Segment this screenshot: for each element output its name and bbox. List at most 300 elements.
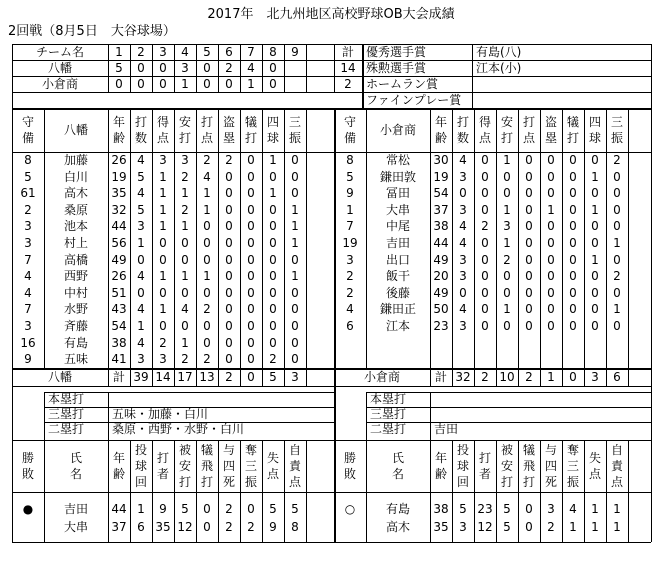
away-pitch-stat: 2 bbox=[547, 519, 555, 534]
away-player-stat: 0 bbox=[569, 186, 577, 201]
away-pitch-header bbox=[584, 444, 606, 488]
away-player-stat: 0 bbox=[547, 169, 555, 184]
inning-runs: 0 bbox=[203, 77, 211, 91]
away-player-stat: 4 bbox=[459, 236, 467, 250]
home-player-stat: 38 bbox=[111, 335, 127, 350]
away-player-stat: 37 bbox=[433, 202, 449, 217]
header-char: 打 bbox=[522, 474, 535, 488]
away-player-stat: 9 bbox=[346, 186, 354, 201]
header-char: 数 bbox=[456, 131, 469, 145]
header-char: 点 bbox=[200, 131, 213, 145]
header-char: 与 bbox=[544, 443, 557, 457]
away-player-stat: 2 bbox=[481, 219, 489, 234]
home-stat-header bbox=[196, 112, 218, 148]
header-char: 飛 bbox=[200, 458, 213, 473]
away-pitch-stat: 38 bbox=[433, 501, 449, 516]
inning-runs: 3 bbox=[181, 61, 189, 75]
away-pitch-header bbox=[496, 444, 518, 488]
away-pitch-header bbox=[540, 444, 562, 488]
away-player-stat: 38 bbox=[433, 219, 449, 234]
grid-line bbox=[651, 108, 652, 368]
away-player-stat: 19 bbox=[433, 169, 449, 184]
home-totals-stat: 3 bbox=[291, 369, 299, 384]
away-player-stat: 54 bbox=[433, 186, 449, 201]
header-char: 三 bbox=[566, 458, 579, 473]
home-player-stat: 1 bbox=[203, 269, 211, 284]
home-player-stat: 1 bbox=[159, 219, 167, 234]
home-player-stat: 0 bbox=[247, 319, 255, 333]
header-char: 振 bbox=[288, 131, 301, 145]
away-player-stat: 0 bbox=[547, 219, 555, 234]
away-player-stat: 0 bbox=[525, 186, 533, 201]
home-player-stat: 5 bbox=[137, 202, 145, 217]
home-player-stat: 41 bbox=[111, 352, 127, 367]
grid-line bbox=[12, 386, 651, 387]
home-player-stat: 2 bbox=[181, 352, 189, 367]
home-player-stat: 0 bbox=[247, 285, 255, 300]
home-player-stat: 4 bbox=[137, 153, 145, 167]
away-player-stat: 0 bbox=[481, 169, 489, 184]
away-player-stat: 0 bbox=[481, 236, 489, 250]
home-player-stat: 0 bbox=[291, 153, 299, 167]
header-char: 齢 bbox=[112, 131, 125, 145]
home-player-stat: 1 bbox=[159, 269, 167, 284]
header-char: 犠 bbox=[244, 115, 257, 129]
grid-line bbox=[306, 368, 307, 386]
inning-runs: 0 bbox=[203, 61, 211, 75]
inning-runs: 0 bbox=[225, 77, 233, 91]
away-player-stat: 0 bbox=[569, 202, 577, 217]
home-pitch-header bbox=[130, 444, 152, 488]
header-char: 打 bbox=[500, 131, 513, 145]
home-player-stat: 0 bbox=[225, 202, 233, 217]
home-player-stat: 0 bbox=[247, 352, 255, 367]
home-player-stat: 0 bbox=[269, 252, 277, 267]
away-pitch-header bbox=[430, 444, 452, 488]
away-totals-team: 小倉商 bbox=[363, 369, 400, 384]
header-char: 塁 bbox=[222, 131, 235, 145]
away-player-stat: 3 bbox=[346, 252, 354, 267]
home-player-name: 西野 bbox=[63, 269, 88, 284]
away-player-stat: 6 bbox=[346, 319, 354, 333]
home-player-stat: 4 bbox=[24, 269, 32, 284]
header-char: 三 bbox=[610, 115, 623, 129]
home-pitch-header bbox=[12, 444, 44, 488]
away-pitch-stat: 35 bbox=[433, 519, 449, 534]
away-player-stat: 0 bbox=[547, 269, 555, 284]
home-player-stat: 0 bbox=[269, 285, 277, 300]
away-player-name: 常松 bbox=[385, 153, 410, 167]
linescore-total: 14 bbox=[340, 61, 356, 75]
away-player-stat: 30 bbox=[433, 153, 449, 167]
away-player-stat: 0 bbox=[481, 186, 489, 201]
away-player-stat: 2 bbox=[503, 252, 511, 267]
away-player-stat: 0 bbox=[547, 285, 555, 300]
away-player-stat: 0 bbox=[547, 153, 555, 167]
header-char: 齢 bbox=[112, 466, 125, 481]
inning-header: 5 bbox=[203, 45, 211, 59]
grid-line bbox=[306, 108, 307, 368]
header-char: 三 bbox=[288, 115, 301, 129]
page-title: 2017年 北九州地区高校野球OB大会成績 bbox=[207, 7, 455, 22]
header-char: 自 bbox=[610, 443, 623, 457]
home-player-stat: 44 bbox=[111, 219, 127, 234]
away-pitch-result: ○ bbox=[344, 501, 356, 516]
home-extra-value: 五味・加藤・白川 bbox=[112, 406, 209, 421]
home-pitch-header bbox=[152, 444, 174, 488]
home-player-stat: 1 bbox=[203, 186, 211, 201]
away-extra-value bbox=[430, 407, 651, 422]
home-player-stat: 0 bbox=[291, 252, 299, 267]
home-player-stat: 0 bbox=[247, 302, 255, 317]
home-player-stat: 0 bbox=[203, 319, 211, 333]
away-player-stat: 1 bbox=[503, 236, 511, 250]
home-stat-header bbox=[218, 112, 240, 148]
away-player-stat: 0 bbox=[547, 186, 555, 201]
home-totals-stat: 39 bbox=[133, 369, 149, 384]
away-player-name: 中尾 bbox=[385, 219, 410, 234]
away-player-stat: 3 bbox=[459, 269, 467, 284]
away-player-stat: 3 bbox=[459, 202, 467, 217]
away-player-stat: 4 bbox=[459, 302, 467, 317]
away-pos-header bbox=[334, 112, 366, 148]
away-pitch-header bbox=[606, 444, 628, 488]
header-char: 名 bbox=[391, 466, 404, 481]
award-label: ファインプレー賞 bbox=[366, 93, 462, 107]
away-player-stat: 3 bbox=[459, 319, 467, 333]
home-player-stat: 3 bbox=[159, 352, 167, 367]
away-player-stat: 0 bbox=[525, 153, 533, 167]
home-player-stat: 1 bbox=[159, 302, 167, 317]
home-pitcher-name: 大串 bbox=[63, 519, 88, 534]
header-char: 投 bbox=[134, 443, 147, 457]
home-player-stat: 4 bbox=[24, 285, 32, 300]
away-pitch-stat: 1 bbox=[591, 501, 599, 516]
home-player-stat: 2 bbox=[225, 153, 233, 167]
away-pitch-stat: 1 bbox=[591, 519, 599, 534]
home-player-stat: 0 bbox=[225, 352, 233, 367]
header-char: 点 bbox=[156, 131, 169, 145]
away-totals-stat: 1 bbox=[547, 369, 555, 384]
home-totals-stat: 0 bbox=[247, 369, 255, 384]
away-player-stat: 50 bbox=[433, 302, 449, 317]
header-char: 打 bbox=[156, 450, 169, 465]
home-player-stat: 0 bbox=[269, 335, 277, 350]
home-stat-header bbox=[174, 112, 196, 148]
header-char: 球 bbox=[456, 458, 469, 473]
linescore-header-team: チーム名 bbox=[35, 45, 84, 59]
home-player-stat: 1 bbox=[203, 202, 211, 217]
home-stat-header bbox=[284, 112, 306, 148]
away-player-stat: 4 bbox=[346, 302, 354, 317]
away-player-stat: 0 bbox=[613, 319, 621, 333]
home-player-stat: 35 bbox=[111, 186, 127, 201]
inning-header: 6 bbox=[225, 45, 233, 59]
award-label: 優秀選手賞 bbox=[366, 45, 427, 59]
home-player-stat: 3 bbox=[181, 153, 189, 167]
home-player-stat: 2 bbox=[24, 202, 32, 217]
home-pitch-stat: 5 bbox=[181, 501, 189, 516]
home-player-stat: 2 bbox=[181, 202, 189, 217]
away-player-stat: 3 bbox=[459, 169, 467, 184]
home-pitch-stat: 0 bbox=[203, 501, 211, 516]
home-pitch-header bbox=[218, 444, 240, 488]
away-pitcher-name: 有島 bbox=[385, 501, 410, 516]
home-player-stat: 0 bbox=[291, 319, 299, 333]
away-player-stat: 0 bbox=[591, 285, 599, 300]
home-player-stat: 0 bbox=[203, 335, 211, 350]
header-char: 塁 bbox=[544, 131, 557, 145]
home-player-stat: 0 bbox=[137, 252, 145, 267]
header-char: 死 bbox=[544, 474, 557, 488]
away-totals-stat: 32 bbox=[455, 369, 471, 384]
inning-header: 9 bbox=[291, 45, 299, 59]
header-char: 打 bbox=[178, 131, 191, 145]
award-label: 殊勲選手賞 bbox=[366, 61, 427, 75]
home-player-stat: 26 bbox=[111, 269, 127, 284]
away-pitch-header bbox=[366, 444, 430, 488]
away-player-name: 江本 bbox=[385, 319, 410, 333]
home-totals-stat: 計 bbox=[112, 369, 125, 384]
header-char: 盗 bbox=[544, 115, 557, 129]
away-player-stat: 0 bbox=[525, 202, 533, 217]
away-player-stat: 0 bbox=[613, 169, 621, 184]
away-player-stat: 0 bbox=[591, 153, 599, 167]
header-char: 打 bbox=[200, 115, 213, 129]
home-pitch-stat: 2 bbox=[247, 519, 255, 534]
home-player-stat: 0 bbox=[225, 219, 233, 234]
home-stat-header bbox=[108, 112, 130, 148]
home-player-stat: 49 bbox=[111, 252, 127, 267]
home-player-stat: 0 bbox=[225, 186, 233, 201]
home-player-stat: 4 bbox=[137, 269, 145, 284]
home-player-stat: 1 bbox=[181, 335, 189, 350]
away-player-stat: 0 bbox=[547, 302, 555, 317]
away-pitch-header bbox=[334, 444, 366, 488]
header-char: 得 bbox=[156, 115, 169, 129]
header-char: 勝 bbox=[343, 450, 356, 465]
away-pitch-stat: 23 bbox=[477, 501, 493, 516]
away-player-stat: 1 bbox=[613, 236, 621, 250]
header-char: 打 bbox=[134, 115, 147, 129]
home-player-name: 斉藤 bbox=[63, 319, 88, 333]
home-player-stat: 0 bbox=[181, 285, 189, 300]
away-player-stat: 0 bbox=[481, 153, 489, 167]
home-player-stat: 0 bbox=[159, 285, 167, 300]
home-totals-stat: 14 bbox=[155, 369, 171, 384]
header-char: 氏 bbox=[69, 450, 82, 465]
grid-line bbox=[628, 368, 629, 386]
home-pitch-stat: 1 bbox=[137, 501, 145, 516]
header-char: 者 bbox=[478, 466, 491, 481]
header-char: 球 bbox=[134, 458, 147, 473]
home-stat-header bbox=[130, 112, 152, 148]
home-pitch-stat: 44 bbox=[111, 501, 127, 516]
away-player-stat: 0 bbox=[569, 153, 577, 167]
home-player-stat: 1 bbox=[291, 202, 299, 217]
away-player-stat: 1 bbox=[346, 202, 354, 217]
inning-runs: 0 bbox=[159, 77, 167, 91]
home-player-stat: 0 bbox=[269, 319, 277, 333]
away-player-stat: 0 bbox=[613, 202, 621, 217]
home-pitch-header bbox=[284, 444, 306, 488]
away-pitch-stat: 5 bbox=[503, 501, 511, 516]
header-char: 点 bbox=[522, 131, 535, 145]
home-player-stat: 0 bbox=[247, 169, 255, 184]
header-char: 四 bbox=[544, 458, 557, 473]
away-player-stat: 0 bbox=[481, 202, 489, 217]
inning-runs: 0 bbox=[269, 61, 277, 75]
header-char: 自 bbox=[288, 443, 301, 457]
away-pitch-stat: 4 bbox=[569, 501, 577, 516]
home-player-stat: 0 bbox=[181, 252, 189, 267]
away-player-stat: 0 bbox=[481, 269, 489, 284]
home-player-stat: 54 bbox=[111, 319, 127, 333]
away-extra-label: 二塁打 bbox=[370, 421, 407, 436]
grid-line bbox=[651, 440, 652, 542]
home-player-stat: 56 bbox=[111, 236, 127, 250]
away-player-name: 鎌田敦 bbox=[379, 169, 416, 184]
home-player-stat: 0 bbox=[225, 302, 233, 317]
away-pitch-stat: 3 bbox=[459, 519, 467, 534]
away-player-stat: 1 bbox=[547, 202, 555, 217]
home-player-stat: 2 bbox=[203, 352, 211, 367]
away-player-stat: 0 bbox=[547, 236, 555, 250]
away-player-stat: 1 bbox=[591, 252, 599, 267]
away-player-stat: 4 bbox=[459, 153, 467, 167]
away-team-header: 小倉商 bbox=[379, 123, 416, 137]
grid-line bbox=[628, 440, 629, 542]
away-player-stat: 3 bbox=[503, 219, 511, 234]
home-player-name: 桑原 bbox=[63, 202, 88, 217]
away-player-stat: 0 bbox=[547, 319, 555, 333]
away-pitch-header bbox=[562, 444, 584, 488]
award-label: ホームラン賞 bbox=[366, 77, 439, 91]
home-player-stat: 9 bbox=[24, 352, 32, 367]
inning-runs: 0 bbox=[159, 61, 167, 75]
home-player-stat: 0 bbox=[269, 269, 277, 284]
header-char: 安 bbox=[500, 115, 513, 129]
away-player-name: 大串 bbox=[385, 202, 410, 217]
header-char: 打 bbox=[244, 131, 257, 145]
header-char: 被 bbox=[178, 443, 191, 457]
away-pitcher-name: 高木 bbox=[385, 519, 410, 534]
home-player-stat: 32 bbox=[111, 202, 127, 217]
home-player-name: 中村 bbox=[63, 285, 88, 300]
inning-runs: 0 bbox=[115, 77, 123, 91]
home-player-stat: 3 bbox=[159, 153, 167, 167]
away-player-stat: 0 bbox=[591, 269, 599, 284]
away-pitch-stat: 5 bbox=[459, 501, 467, 516]
header-char: 犠 bbox=[522, 443, 535, 457]
away-stat-header bbox=[584, 112, 606, 148]
home-player-stat: 5 bbox=[24, 169, 32, 184]
header-char: 者 bbox=[156, 466, 169, 481]
away-player-stat: 0 bbox=[569, 269, 577, 284]
award-value bbox=[472, 93, 651, 108]
away-pitch-stat: 1 bbox=[613, 519, 621, 534]
home-player-stat: 0 bbox=[203, 236, 211, 250]
home-player-stat: 0 bbox=[203, 219, 211, 234]
home-player-name: 高木 bbox=[63, 186, 88, 201]
home-player-stat: 1 bbox=[181, 219, 189, 234]
home-extra-value bbox=[108, 392, 334, 407]
header-char: 振 bbox=[244, 474, 257, 488]
home-player-stat: 3 bbox=[137, 352, 145, 367]
away-totals-stat: 6 bbox=[613, 369, 621, 384]
header-char: 名 bbox=[69, 466, 82, 481]
home-extra-label: 本塁打 bbox=[48, 391, 85, 406]
home-pitch-header bbox=[108, 444, 130, 488]
away-stat-header bbox=[430, 112, 452, 148]
home-extra-label: 三塁打 bbox=[48, 406, 85, 421]
header-char: 責 bbox=[610, 458, 623, 473]
away-pitch-stat: 5 bbox=[503, 519, 511, 534]
header-char: 打 bbox=[178, 474, 191, 488]
home-pos-header bbox=[12, 112, 44, 148]
away-pitch-header bbox=[518, 444, 540, 488]
away-player-stat: 20 bbox=[433, 269, 449, 284]
home-pitch-stat: 5 bbox=[291, 501, 299, 516]
away-player-name: 鎌田正 bbox=[379, 302, 416, 317]
home-player-stat: 0 bbox=[203, 285, 211, 300]
home-player-stat: 0 bbox=[225, 335, 233, 350]
home-player-stat: 0 bbox=[247, 219, 255, 234]
home-stat-header bbox=[262, 112, 284, 148]
home-pitch-stat: 35 bbox=[155, 519, 171, 534]
home-player-stat: 4 bbox=[181, 302, 189, 317]
header-char: 振 bbox=[610, 131, 623, 145]
header-char: 安 bbox=[178, 458, 191, 473]
home-pitch-header bbox=[262, 444, 284, 488]
home-player-stat: 1 bbox=[269, 186, 277, 201]
away-player-stat: 0 bbox=[503, 269, 511, 284]
away-player-stat: 49 bbox=[433, 285, 449, 300]
away-player-stat: 0 bbox=[569, 169, 577, 184]
away-player-stat: 0 bbox=[459, 186, 467, 201]
home-player-stat: 2 bbox=[269, 352, 277, 367]
home-player-stat: 0 bbox=[269, 202, 277, 217]
home-player-stat: 3 bbox=[24, 236, 32, 250]
award-value: 有島(八) bbox=[476, 45, 522, 59]
inning-runs: 1 bbox=[247, 77, 255, 91]
home-player-stat: 2 bbox=[203, 153, 211, 167]
home-player-stat: 0 bbox=[247, 269, 255, 284]
away-totals-stat: 計 bbox=[434, 369, 447, 384]
away-player-stat: 0 bbox=[569, 219, 577, 234]
header-char: 回 bbox=[134, 474, 147, 488]
home-player-stat: 4 bbox=[203, 169, 211, 184]
home-player-name: 水野 bbox=[63, 302, 88, 317]
home-player-stat: 0 bbox=[291, 302, 299, 317]
grid-line bbox=[628, 108, 629, 368]
home-player-name: 村上 bbox=[63, 236, 88, 250]
header-char: 守 bbox=[343, 115, 356, 129]
home-pitch-header bbox=[174, 444, 196, 488]
inning-header: 3 bbox=[159, 45, 167, 59]
header-char: 回 bbox=[456, 474, 469, 488]
away-player-stat: 0 bbox=[503, 285, 511, 300]
home-player-stat: 0 bbox=[291, 285, 299, 300]
header-char: 失 bbox=[266, 450, 279, 465]
header-char: 守 bbox=[21, 115, 34, 129]
home-player-stat: 0 bbox=[247, 252, 255, 267]
away-player-stat: 0 bbox=[525, 252, 533, 267]
home-totals-stat: 2 bbox=[225, 369, 233, 384]
header-char: 安 bbox=[500, 458, 513, 473]
linescore-team-name: 小倉商 bbox=[41, 77, 78, 91]
inning-runs: 2 bbox=[225, 61, 233, 75]
